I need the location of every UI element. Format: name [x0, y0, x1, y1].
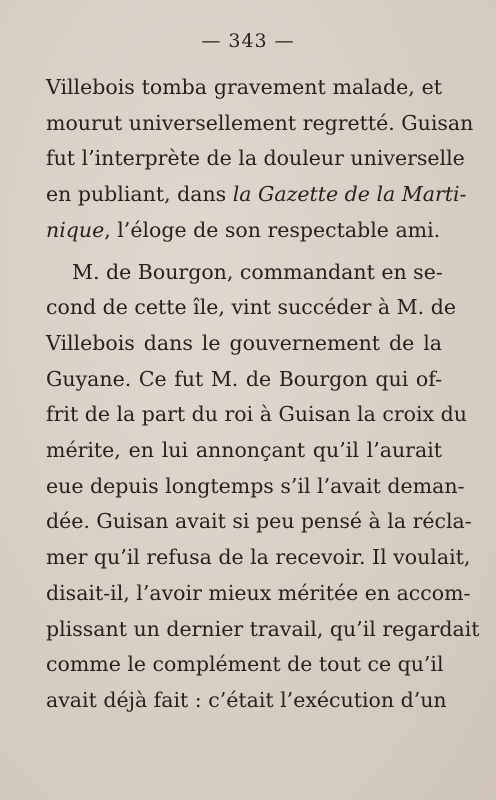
text-line: cond de cette île, vint succéder à M. de [46, 295, 456, 320]
text-line: avait déjà fait : c’était l’exécution d’un [46, 687, 447, 712]
text-fragment: en publiant, dans [46, 182, 227, 207]
text-line [46, 213, 442, 249]
text-line: mérite, en lui annonçant qu’il l’aurait [46, 438, 442, 463]
text-line: plissant un dernier travail, qu’il regardait [46, 616, 480, 641]
body-text [46, 70, 480, 719]
text-line: mourut universellement regretté. Guisan [46, 110, 474, 135]
text-line: disait-il, l’avoir mieux méritée en accom- [46, 580, 471, 605]
italic-title: la Gazette de la Marti- [232, 182, 467, 207]
text-line: fut l’interprète de la douleur universelle [46, 146, 465, 171]
text-line: Guyane. Ce fut M. de Bourgon qui of- [46, 366, 442, 391]
text-line: comme le complément de tout ce qu’il [46, 652, 444, 677]
text-line: Villebois tomba gravement malade, et [46, 75, 442, 99]
text-line [46, 177, 467, 213]
italic-title: nique [46, 217, 105, 242]
text-line: Villebois dans le gouvernement de la [46, 330, 442, 355]
text-line: M. de Bourgon, commandant en se- [72, 259, 443, 284]
text-line: mer qu’il refusa de la recevoir. Il voulait, [46, 545, 471, 570]
text-line: frit de la part du roi à Guisan la croix du [46, 402, 467, 427]
text-line: eue depuis longtemps s’il l’avait deman- [46, 473, 465, 498]
text-line: dée. Guisan avait si peu pensé à la récla- [46, 509, 472, 534]
text-fragment: , l’éloge de son respectable ami. [104, 217, 441, 242]
page-number: — 343 — [201, 30, 295, 52]
